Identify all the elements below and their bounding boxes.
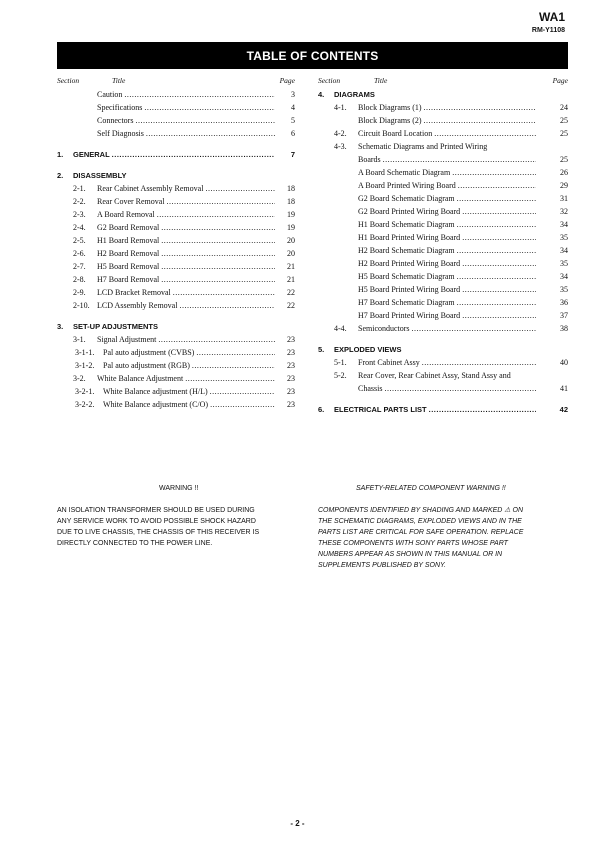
entry-title xyxy=(334,343,536,356)
entry-number: 2-6. xyxy=(73,249,86,258)
warning-line: DIRECTLY CONNECTED TO THE POWER LINE. xyxy=(57,540,213,547)
entry-page-number: 22 xyxy=(287,288,295,297)
entry-page-number: 20 xyxy=(287,249,295,258)
entry-number: 5-2. xyxy=(334,371,347,380)
entry-page-number: 40 xyxy=(560,358,568,367)
entry-title xyxy=(97,88,275,101)
entry-page-number: 23 xyxy=(287,348,295,357)
entry-title-text: Connectors xyxy=(97,116,134,125)
warning-text xyxy=(57,505,297,549)
entry-title-text: G2 Board Schematic Diagram xyxy=(358,194,455,203)
entry-title-text: G2 Board Removal xyxy=(97,223,160,232)
entry-title-text: DISASSEMBLY xyxy=(73,171,127,180)
entry-title xyxy=(358,369,536,382)
entry-number: 3-2-2. xyxy=(75,400,95,409)
entry-title xyxy=(358,257,536,270)
entry-title-text: H1 Board Printed Wiring Board xyxy=(358,233,461,242)
entry-number: 3-2. xyxy=(73,374,86,383)
dot-leader xyxy=(144,101,275,114)
toc-section-entry[interactable] xyxy=(57,148,295,161)
entry-number: 4. xyxy=(318,90,325,99)
safety-line: THESE COMPONENTS WITH SONY PARTS WHOSE PART xyxy=(318,540,508,547)
entry-title-text: Signal Adjustment xyxy=(97,335,157,344)
entry-title-text: Rear Cover Removal xyxy=(97,197,165,206)
toc-entry[interactable] xyxy=(57,372,295,385)
safety-line: THE SCHEMATIC DIAGRAMS, EXPLODED VIEWS AND IN THE xyxy=(318,518,522,525)
entry-title xyxy=(97,195,275,208)
entry-page-number: 37 xyxy=(560,311,568,320)
entry-page-number: 35 xyxy=(560,285,568,294)
entry-title xyxy=(103,346,275,359)
entry-title xyxy=(73,320,275,333)
entry-title xyxy=(334,88,536,101)
entry-page-number: 35 xyxy=(560,233,568,242)
toc-section-entry[interactable] xyxy=(57,169,295,182)
dot-leader xyxy=(210,385,275,398)
dot-leader xyxy=(429,403,536,416)
toc-entry[interactable] xyxy=(318,322,568,335)
dot-leader xyxy=(422,356,536,369)
toc-entry[interactable] xyxy=(318,192,568,205)
dot-leader xyxy=(457,244,536,257)
entry-page-number: 18 xyxy=(287,184,295,193)
entry-page-number: 41 xyxy=(560,384,568,393)
entry-title-text: H5 Board Printed Wiring Board xyxy=(358,285,461,294)
safety-warning-text xyxy=(318,505,568,571)
entry-title-text: White Balance adjustment (H/L) xyxy=(103,387,208,396)
entry-title xyxy=(358,231,536,244)
toc-entry[interactable] xyxy=(57,88,295,101)
entry-page-number: 23 xyxy=(287,387,295,396)
entry-title-text: Front Cabinet Assy xyxy=(358,358,420,367)
entry-title-text: Rear Cover, Rear Cabinet Assy, Stand Assy and xyxy=(358,371,511,380)
entry-title-text: LCD Assembly Removal xyxy=(97,301,178,310)
dot-leader xyxy=(458,179,536,192)
toc-entry[interactable] xyxy=(57,385,295,398)
warning-title: WARNING !! xyxy=(159,485,199,492)
entry-title xyxy=(358,114,536,127)
entry-page-number: 25 xyxy=(560,155,568,164)
entry-title-text: H7 Board Schematic Diagram xyxy=(358,298,455,307)
dot-leader xyxy=(457,192,536,205)
entry-title xyxy=(97,372,275,385)
entry-title xyxy=(73,169,275,182)
entry-title-text: Semiconductors xyxy=(358,324,410,333)
toc-title-bar xyxy=(57,42,568,69)
section-spacer xyxy=(318,335,568,343)
entry-title-text: Block Diagrams (2) xyxy=(358,116,422,125)
entry-title-text: Schematic Diagrams and Printed Wiring xyxy=(358,142,488,151)
dot-leader xyxy=(161,221,275,234)
entry-title-text: A Board Removal xyxy=(97,210,155,219)
entry-title xyxy=(358,140,536,153)
entry-title-text: DIAGRAMS xyxy=(334,90,375,99)
entry-page-number: 23 xyxy=(287,335,295,344)
dot-leader xyxy=(210,398,275,411)
toc-section-entry[interactable] xyxy=(57,320,295,333)
toc-entry[interactable] xyxy=(318,153,568,166)
entry-page-number: 34 xyxy=(560,272,568,281)
dot-leader xyxy=(161,273,275,286)
toc-entry[interactable] xyxy=(318,101,568,114)
entry-page-number: 3 xyxy=(291,90,295,99)
toc-entry[interactable] xyxy=(57,234,295,247)
entry-title xyxy=(97,333,275,346)
toc-title: TABLE OF CONTENTS xyxy=(246,48,379,63)
entry-page-number: 25 xyxy=(560,129,568,138)
entry-title xyxy=(358,192,536,205)
entry-number: 4-2. xyxy=(334,129,347,138)
entry-title-text: G2 Board Printed Wiring Board xyxy=(358,207,461,216)
toc-section-entry[interactable] xyxy=(318,403,568,416)
toc-entry[interactable] xyxy=(318,369,568,382)
dot-leader xyxy=(167,195,275,208)
dot-leader xyxy=(196,346,275,359)
entry-title-text: A Board Printed Wiring Board xyxy=(358,181,456,190)
toc-entry[interactable] xyxy=(57,273,295,286)
entry-page-number: 38 xyxy=(560,324,568,333)
toc-entry[interactable] xyxy=(318,218,568,231)
warning-line: AN ISOLATION TRANSFORMER SHOULD BE USED DURING xyxy=(57,507,255,514)
entry-title xyxy=(358,101,536,114)
entry-title xyxy=(358,127,536,140)
dot-leader xyxy=(457,296,536,309)
entry-title xyxy=(358,166,536,179)
entry-title xyxy=(97,221,275,234)
entry-number: 2-8. xyxy=(73,275,86,284)
entry-page-number: 19 xyxy=(287,223,295,232)
entry-title xyxy=(358,205,536,218)
entry-title xyxy=(358,218,536,231)
right-column-header xyxy=(318,74,568,88)
remote-model-code: RM-Y1108 xyxy=(531,27,565,34)
entry-title xyxy=(358,153,536,166)
entry-page-number: 23 xyxy=(287,374,295,383)
toc-entry[interactable] xyxy=(318,270,568,283)
entry-title xyxy=(97,114,275,127)
toc-section-entry[interactable] xyxy=(318,88,568,101)
entry-page-number: 20 xyxy=(287,236,295,245)
dot-leader xyxy=(157,208,275,221)
entry-title xyxy=(97,208,275,221)
section-heading: Section xyxy=(318,76,341,85)
dot-leader xyxy=(185,372,275,385)
title-heading: Title xyxy=(374,76,388,85)
entry-title-text: Caution xyxy=(97,90,123,99)
entry-title-text: Specifications xyxy=(97,103,143,112)
section-spacer xyxy=(57,140,295,148)
dot-leader xyxy=(135,114,275,127)
toc-entry[interactable] xyxy=(57,299,295,312)
entry-title xyxy=(358,309,536,322)
safety-line: COMPONENTS IDENTIFIED BY SHADING AND MARKED ⚠ ON xyxy=(318,507,524,514)
entry-title xyxy=(358,283,536,296)
entry-title-text: White Balance adjustment (C/O) xyxy=(103,400,209,409)
dot-leader xyxy=(412,322,536,335)
entry-page-number: 26 xyxy=(560,168,568,177)
model-code: WA1 xyxy=(538,10,565,24)
entry-title-text: A Board Schematic Diagram xyxy=(358,168,451,177)
section-spacer xyxy=(57,312,295,320)
entry-number: 2-4. xyxy=(73,223,86,232)
page-heading: Page xyxy=(552,76,568,85)
entry-page-number: 34 xyxy=(560,246,568,255)
toc-entry[interactable] xyxy=(57,195,295,208)
entry-page-number: 22 xyxy=(287,301,295,310)
toc-entry[interactable] xyxy=(318,257,568,270)
entry-title-text: Block Diagrams (1) xyxy=(358,103,422,112)
entry-page-number: 32 xyxy=(560,207,568,216)
entry-title xyxy=(97,260,275,273)
entry-title xyxy=(358,382,536,395)
entry-page-number: 31 xyxy=(560,194,568,203)
dot-leader xyxy=(457,270,536,283)
dot-leader xyxy=(452,166,536,179)
dot-leader xyxy=(173,286,275,299)
entry-number: 2-1. xyxy=(73,184,86,193)
toc-entry[interactable] xyxy=(57,346,295,359)
dot-leader xyxy=(462,309,536,322)
entry-title xyxy=(358,322,536,335)
section-spacer xyxy=(318,395,568,403)
dot-leader xyxy=(146,127,275,140)
dot-leader xyxy=(158,333,275,346)
entry-title xyxy=(97,127,275,140)
entry-title-text: SET-UP ADJUSTMENTS xyxy=(73,322,159,331)
entry-page-number: 19 xyxy=(287,210,295,219)
toc-entry[interactable] xyxy=(318,205,568,218)
dot-leader xyxy=(462,257,536,270)
toc-entry[interactable] xyxy=(57,286,295,299)
entry-page-number: 21 xyxy=(287,262,295,271)
entry-page-number: 4 xyxy=(291,103,295,112)
entry-title xyxy=(358,356,536,369)
entry-number: 1. xyxy=(57,150,64,159)
safety-line: SUPPLEMENTS PUBLISHED BY SONY. xyxy=(318,562,446,569)
dot-leader xyxy=(161,234,275,247)
toc-entry[interactable] xyxy=(57,127,295,140)
toc-entry[interactable] xyxy=(57,101,295,114)
dot-leader xyxy=(161,247,275,260)
entry-number: 4-4. xyxy=(334,324,347,333)
entry-number: 4-3. xyxy=(334,142,347,151)
entry-page-number: 18 xyxy=(287,197,295,206)
entry-page-number: 34 xyxy=(560,220,568,229)
entry-title-text: H1 Board Removal xyxy=(97,236,160,245)
toc-entry[interactable] xyxy=(318,140,568,153)
entry-title-text: White Balance Adjustment xyxy=(97,374,184,383)
entry-title xyxy=(73,148,275,161)
safety-warning-title: SAFETY-RELATED COMPONENT WARNING !! xyxy=(356,485,506,492)
entry-page-number: 25 xyxy=(560,116,568,125)
toc-section-entry[interactable] xyxy=(318,343,568,356)
dot-leader xyxy=(205,182,275,195)
left-column-header xyxy=(57,74,295,88)
entry-page-number: 23 xyxy=(287,361,295,370)
toc-entry[interactable] xyxy=(57,114,295,127)
entry-title-text: H7 Board Printed Wiring Board xyxy=(358,311,461,320)
entry-page-number: 35 xyxy=(560,259,568,268)
dot-leader xyxy=(384,382,536,395)
entry-title-text: ELECTRICAL PARTS LIST xyxy=(334,405,427,414)
toc-entry[interactable] xyxy=(318,231,568,244)
title-heading: Title xyxy=(112,76,126,85)
entry-title-text: H7 Board Removal xyxy=(97,275,160,284)
entry-title xyxy=(103,385,275,398)
dot-leader xyxy=(462,231,536,244)
entry-title-text: GENERAL xyxy=(73,150,110,159)
entry-number: 2-2. xyxy=(73,197,86,206)
entry-title xyxy=(103,398,275,411)
entry-title xyxy=(97,273,275,286)
entry-title-text: Chassis xyxy=(358,384,383,393)
toc-entry[interactable] xyxy=(57,208,295,221)
dot-leader xyxy=(462,283,536,296)
toc-left-column xyxy=(57,74,295,411)
entry-title xyxy=(97,299,275,312)
dot-leader xyxy=(112,148,275,161)
section-heading: Section xyxy=(57,76,80,85)
dot-leader xyxy=(462,205,536,218)
dot-leader xyxy=(424,101,536,114)
toc-entry[interactable] xyxy=(318,296,568,309)
dot-leader xyxy=(457,218,536,231)
dot-leader xyxy=(434,127,536,140)
page-number: - 2 - xyxy=(290,819,305,828)
entry-title xyxy=(97,286,275,299)
toc-entry[interactable] xyxy=(318,179,568,192)
entry-title xyxy=(358,296,536,309)
entry-number: 3-1. xyxy=(73,335,86,344)
entry-number: 5-1. xyxy=(334,358,347,367)
entry-page-number: 24 xyxy=(560,103,568,112)
entry-number: 3-1-1. xyxy=(75,348,95,357)
entry-number: 3-2-1. xyxy=(75,387,95,396)
entry-page-number: 36 xyxy=(560,298,568,307)
toc-entry[interactable] xyxy=(57,333,295,346)
dot-leader xyxy=(124,88,275,101)
entry-number: 2-5. xyxy=(73,236,86,245)
entry-title-text: H2 Board Schematic Diagram xyxy=(358,246,455,255)
entry-page-number: 23 xyxy=(287,400,295,409)
dot-leader xyxy=(424,114,536,127)
toc-entry[interactable] xyxy=(318,114,568,127)
dot-leader xyxy=(383,153,536,166)
entry-title-text: Pal auto adjustment (CVBS) xyxy=(103,348,195,357)
entry-number: 6. xyxy=(318,405,325,414)
toc-entry[interactable] xyxy=(318,283,568,296)
toc-entry[interactable] xyxy=(318,166,568,179)
section-spacer xyxy=(57,161,295,169)
entry-title-text: Self Diagnosis xyxy=(97,129,144,138)
toc-entry[interactable] xyxy=(318,244,568,257)
entry-title xyxy=(358,244,536,257)
toc-entry[interactable] xyxy=(57,359,295,372)
entry-number: 3. xyxy=(57,322,64,331)
entry-page-number: 42 xyxy=(559,405,568,414)
entry-number: 3-1-2. xyxy=(75,361,95,370)
toc-entry[interactable] xyxy=(318,309,568,322)
entry-title-text: Pal auto adjustment (RGB) xyxy=(103,361,190,370)
entry-number: 5. xyxy=(318,345,325,354)
entry-title xyxy=(97,247,275,260)
dot-leader xyxy=(161,260,275,273)
entry-title-text: Boards xyxy=(358,155,381,164)
toc-entry[interactable] xyxy=(318,127,568,140)
entry-title xyxy=(97,101,275,114)
toc-entry[interactable] xyxy=(57,182,295,195)
entry-title-text: LCD Bracket Removal xyxy=(97,288,171,297)
entry-page-number: 21 xyxy=(287,275,295,284)
entry-title-text: H2 Board Printed Wiring Board xyxy=(358,259,461,268)
entry-page-number: 7 xyxy=(290,150,295,159)
entry-number: 2. xyxy=(57,171,64,180)
entry-page-number: 5 xyxy=(291,116,295,125)
entry-number: 2-3. xyxy=(73,210,86,219)
entry-number: 2-9. xyxy=(73,288,86,297)
entry-title xyxy=(97,182,275,195)
entry-title-text: EXPLODED VIEWS xyxy=(334,345,402,354)
entry-title xyxy=(334,403,536,416)
entry-number: 2-7. xyxy=(73,262,86,271)
entry-page-number: 29 xyxy=(560,181,568,190)
toc-entry[interactable] xyxy=(318,356,568,369)
entry-title xyxy=(358,270,536,283)
entry-title-text: H5 Board Schematic Diagram xyxy=(358,272,455,281)
safety-line: NUMBERS APPEAR AS SHOWN IN THIS MANUAL OR IN xyxy=(318,551,503,558)
dot-leader xyxy=(179,299,275,312)
page-heading: Page xyxy=(279,76,295,85)
entry-title xyxy=(97,234,275,247)
warning-line: DUE TO LIVE CHASSIS, THE CHASSIS OF THIS RECEIVER IS xyxy=(57,529,260,536)
entry-title-text: Circuit Board Location xyxy=(358,129,433,138)
warning-line: ANY SERVICE WORK TO AVOID POSSIBLE SHOCK HAZARD xyxy=(57,518,256,525)
safety-line: PARTS LIST ARE CRITICAL FOR SAFE OPERATION. REPLACE xyxy=(318,529,524,536)
entry-title xyxy=(358,179,536,192)
toc-entry[interactable] xyxy=(57,221,295,234)
toc-entry[interactable] xyxy=(318,382,568,395)
entry-title-text: H1 Board Schematic Diagram xyxy=(358,220,455,229)
entry-number: 2-10. xyxy=(73,301,90,310)
toc-entry[interactable] xyxy=(57,260,295,273)
entry-title xyxy=(103,359,275,372)
entry-number: 4-1. xyxy=(334,103,347,112)
toc-entry[interactable] xyxy=(57,247,295,260)
toc-right-column xyxy=(318,74,568,416)
entry-title-text: H2 Board Removal xyxy=(97,249,160,258)
entry-title-text: Rear Cabinet Assembly Removal xyxy=(97,184,204,193)
dot-leader xyxy=(192,359,275,372)
toc-entry[interactable] xyxy=(57,398,295,411)
entry-page-number: 6 xyxy=(291,129,295,138)
entry-title-text: H5 Board Removal xyxy=(97,262,160,271)
